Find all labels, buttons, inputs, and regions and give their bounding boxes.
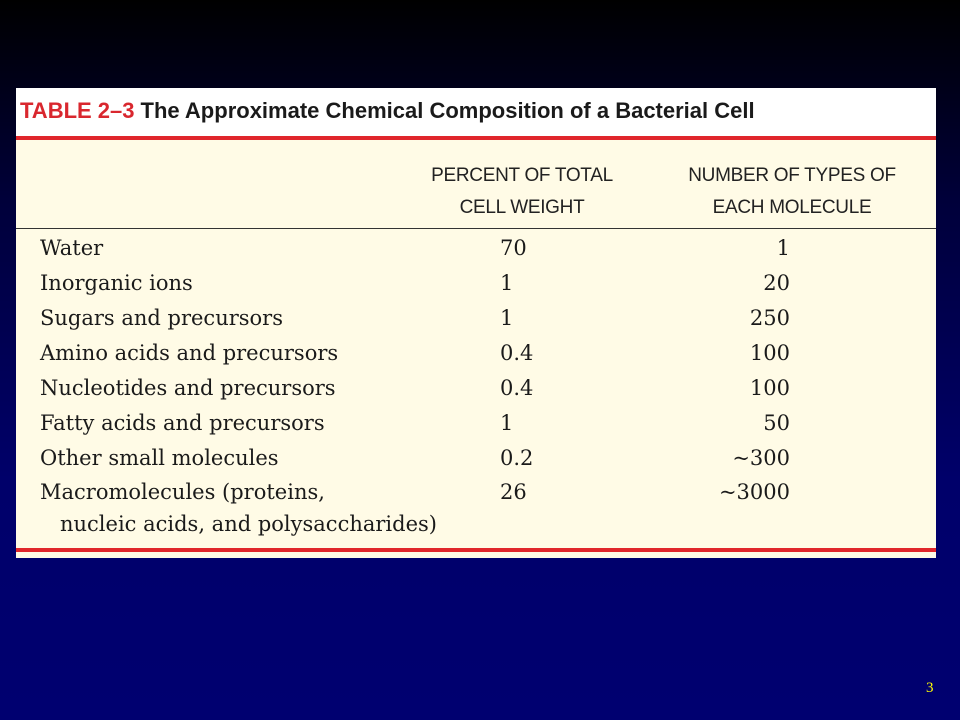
column-header-types (662, 160, 922, 224)
row-name: Amino acids and precursors (40, 341, 339, 365)
top-red-rule (16, 136, 936, 140)
column-header-types-line1: NUMBER OF TYPES OF (688, 165, 896, 186)
table-row (16, 236, 936, 271)
header-divider (16, 228, 936, 229)
row-percent: 1 (500, 306, 514, 330)
row-percent: 70 (500, 236, 527, 260)
row-name: Water (40, 236, 104, 260)
row-types: 20 (763, 271, 790, 295)
table-row (16, 306, 936, 341)
row-name: Macromolecules (proteins, (40, 480, 325, 504)
table-row (16, 411, 936, 446)
bottom-red-rule (16, 548, 936, 552)
column-header-percent-line1: PERCENT OF TOTAL (431, 165, 613, 186)
row-percent: 0.4 (500, 341, 534, 365)
column-header-percent-line2: CELL WEIGHT (459, 197, 585, 218)
row-types: 100 (749, 341, 790, 365)
page-number: 3 (926, 680, 934, 696)
row-name: Nucleotides and precursors (40, 376, 336, 400)
row-percent: 0.2 (500, 446, 534, 470)
table-row (16, 341, 936, 376)
table-title-bar (16, 88, 936, 136)
row-name: Fatty acids and precursors (40, 411, 325, 435)
table-label: TABLE 2–3 (20, 98, 135, 123)
row-percent: 1 (500, 411, 514, 435)
row-types: ~3000 (718, 480, 790, 504)
row-types: 100 (749, 376, 790, 400)
row-percent: 1 (500, 271, 514, 295)
row-types: ~300 (732, 446, 790, 470)
row-name: Other small molecules (40, 446, 279, 470)
row-name-continuation: nucleic acids, and polysaccharides) (60, 512, 437, 536)
table-row (16, 446, 936, 481)
table-row (16, 480, 936, 515)
column-header-percent (412, 160, 632, 224)
row-name: Sugars and precursors (40, 306, 283, 330)
row-percent: 0.4 (500, 376, 534, 400)
row-percent: 26 (500, 480, 527, 504)
table-row (16, 376, 936, 411)
row-types: 1 (776, 236, 790, 260)
composition-table (16, 88, 936, 558)
row-types: 50 (763, 411, 790, 435)
column-header-types-line2: EACH MOLECULE (712, 197, 872, 218)
table-row (16, 271, 936, 306)
row-name: Inorganic ions (40, 271, 193, 295)
table-title-text: The Approximate Chemical Composition of a Bacterial Cell (140, 98, 755, 123)
row-types: 250 (749, 306, 790, 330)
table-title (20, 98, 755, 124)
